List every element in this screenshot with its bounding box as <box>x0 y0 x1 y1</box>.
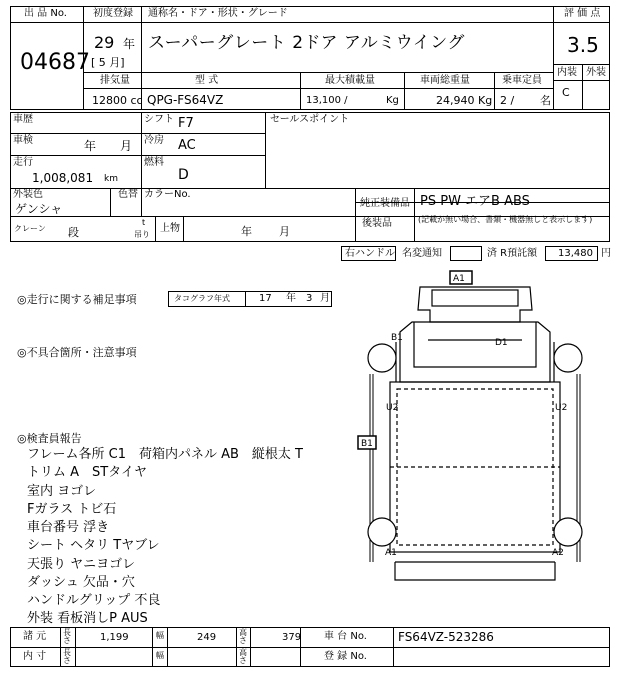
mileage-value: 1,008,081 <box>32 171 94 185</box>
reg-month: [ 5 月] <box>91 56 125 69</box>
mark-u2-left: U2 <box>386 403 399 413</box>
mark-a1-rear: A1 <box>385 548 397 558</box>
color-no-label: 色替 <box>118 189 138 200</box>
divider <box>300 72 301 110</box>
history-label: 車歴 <box>13 114 33 125</box>
fuel-value: D <box>178 167 189 183</box>
max-load-unit: Kg <box>386 95 399 106</box>
shaken-year: 年 <box>84 139 97 153</box>
inspector-line: Fガラス トビ石 <box>27 502 117 517</box>
interior-grade: C <box>562 86 570 99</box>
shift-value: F7 <box>178 116 194 131</box>
inspector-line: トリム A STタイヤ <box>27 465 147 480</box>
capacity-label: 乗車定員 <box>502 75 542 86</box>
divider <box>152 627 153 667</box>
mileage-unit: km <box>104 174 118 184</box>
gross-weight-value: 24,940 Kg <box>436 94 493 107</box>
inspector-line: シート ヘタリ Tヤブレ <box>27 538 160 553</box>
wheel-front-right <box>554 344 582 372</box>
name-change-label: 名変通知 <box>402 248 442 259</box>
tacho-month: 3 <box>306 293 313 304</box>
inspector-line: 外装 看板消しP AUS <box>27 611 148 626</box>
tax-label: 済 R預託額 <box>487 248 538 259</box>
divider <box>83 72 553 73</box>
divider <box>404 72 405 110</box>
naisun-label: 内 寸 <box>23 651 47 662</box>
divider <box>393 627 394 667</box>
deposit-value: 13,480 <box>558 248 593 259</box>
divider <box>83 22 553 23</box>
crane-tsuri: 吊り <box>134 230 150 239</box>
inspector-line: ハンドルグリップ 不良 <box>27 593 161 608</box>
aftermarket-note: (記載が無い場合、書類・機器無しと表示します) <box>418 215 593 224</box>
divider <box>183 216 184 242</box>
shogen-label: 諸 元 <box>23 631 47 642</box>
inspector-title: ◎検査員報告 <box>17 432 82 445</box>
divider <box>141 6 142 72</box>
divider <box>141 112 142 216</box>
capacity-unit: 名 <box>540 94 551 107</box>
ext-color-label: 外装色 <box>13 189 43 200</box>
std-equip-value: PS PW エアB ABS <box>420 194 530 209</box>
chassis-value: FS64VZ-523286 <box>398 630 494 644</box>
length-label: 長さ <box>63 648 71 665</box>
gross-weight-label: 車両総重量 <box>420 75 470 86</box>
width-value: 249 <box>197 632 217 643</box>
tacho-year-unit: 年 <box>286 293 296 304</box>
model-type-label: 型 式 <box>195 75 219 86</box>
shift-label: シフト <box>144 114 174 125</box>
tacho-month-unit: 月 <box>320 293 330 304</box>
ext-color-value: ゲンシャ <box>15 202 63 216</box>
divider <box>553 80 610 81</box>
mark-d1-glass: D1 <box>495 338 508 348</box>
divider <box>414 188 415 242</box>
joshya-month: 月 <box>279 225 290 238</box>
divider <box>10 647 610 648</box>
vehicle-name: スーパーグレート 2ドア アルミウイング <box>148 33 465 53</box>
max-load-label: 最大積載量 <box>325 75 375 86</box>
mark-b1-side: B1 <box>361 439 373 449</box>
width-label: 幅 <box>156 631 164 640</box>
divider <box>155 216 156 242</box>
divider <box>10 133 265 134</box>
divider <box>494 72 495 110</box>
divider <box>250 627 251 667</box>
shaken-month: 月 <box>120 139 133 153</box>
wheel-rear-right <box>554 518 582 546</box>
mark-a2-rear: A2 <box>552 548 564 558</box>
wheel-rear-left <box>368 518 396 546</box>
crane-dan: 段 <box>68 226 79 239</box>
fuel-label: 燃料 <box>144 157 164 168</box>
mark-b1-cab: B1 <box>391 333 403 343</box>
first-reg-label: 初度登録 <box>93 8 133 19</box>
mark-u2-right: U2 <box>555 403 568 413</box>
divider <box>60 627 61 667</box>
travel-title: ◎走行に関する補足事項 <box>17 293 137 306</box>
divider <box>75 627 76 667</box>
shaken-label: 車検 <box>13 135 33 146</box>
max-load-value: 13,100 / <box>306 95 348 106</box>
divider <box>110 188 111 216</box>
crane-t: t <box>142 218 146 227</box>
mark-a1-front: A1 <box>453 274 465 284</box>
steering-value: 右ハンドル <box>345 248 395 259</box>
inspector-line: 天張り ヤニヨゴレ <box>27 557 136 572</box>
crane-label: クレーン <box>14 224 46 233</box>
divider <box>83 88 553 89</box>
tacho-label: タコグラフ年式 <box>174 294 230 303</box>
divider <box>553 22 610 23</box>
inspector-line: フレーム各所 C1 荷箱内パネル AB 縦根太 T <box>27 447 303 462</box>
length-label: 長さ <box>63 628 71 645</box>
sales-point-label: セールスポイント <box>270 114 350 125</box>
cab-top <box>418 287 532 322</box>
defect-title: ◎不具合箇所・注意事項 <box>17 346 137 359</box>
deposit-unit: 円 <box>601 248 611 259</box>
lot-number: 04687 <box>20 50 90 75</box>
color-code-label: カラーNo. <box>144 189 191 200</box>
cab-body <box>400 322 550 382</box>
length-value: 1,199 <box>100 632 129 643</box>
inspector-line: ダッシュ 欠品・穴 <box>27 575 135 590</box>
inspector-line: 車台番号 浮き <box>27 520 110 535</box>
cooler-label: 冷房 <box>144 135 164 146</box>
divider <box>355 188 356 242</box>
width-label: 幅 <box>156 651 164 660</box>
divider <box>10 188 610 189</box>
reg-year: 29 <box>94 33 115 52</box>
model-name-label: 通称名・ドア・形状・グレード <box>148 8 288 19</box>
std-equip-label: 純正装備品 <box>360 198 410 209</box>
name-change-box <box>450 246 482 261</box>
lot-no-label: 出 品 No. <box>24 8 67 19</box>
cooler-value: AC <box>178 138 196 153</box>
capacity-value: 2 / <box>500 94 515 107</box>
divider <box>10 155 265 156</box>
joshya-year: 年 <box>241 225 252 238</box>
divider <box>236 627 237 667</box>
height-label: 高さ <box>239 628 247 645</box>
joshya-label: 上物 <box>160 223 180 234</box>
reg-year-unit: 年 <box>123 37 136 51</box>
displacement-value: 12800 cc <box>92 94 143 107</box>
divider <box>167 627 168 667</box>
inspector-line: 室内 ヨゴレ <box>27 484 97 499</box>
aftermarket-label: 後装品 <box>362 218 392 229</box>
interior-label: 内装 <box>557 67 577 78</box>
height-value: 379 <box>282 632 302 643</box>
mileage-label: 走行 <box>13 157 33 168</box>
chassis-label: 車 台 No. <box>324 631 367 642</box>
divider <box>245 291 246 307</box>
model-type-value: QPG-FS64VZ <box>147 93 224 107</box>
rating-label: 評 価 点 <box>564 8 601 19</box>
tacho-year: 17 <box>259 293 272 304</box>
divider <box>582 64 583 110</box>
exterior-label: 外装 <box>586 67 606 78</box>
divider <box>265 112 266 188</box>
reg-no-label: 登 録 No. <box>324 651 367 662</box>
divider <box>10 22 83 23</box>
rating-value: 3.5 <box>567 33 599 57</box>
wheel-front-left <box>368 344 396 372</box>
truck-diagram <box>340 262 610 592</box>
height-label: 高さ <box>239 648 247 665</box>
displacement-label: 排気量 <box>100 75 130 86</box>
